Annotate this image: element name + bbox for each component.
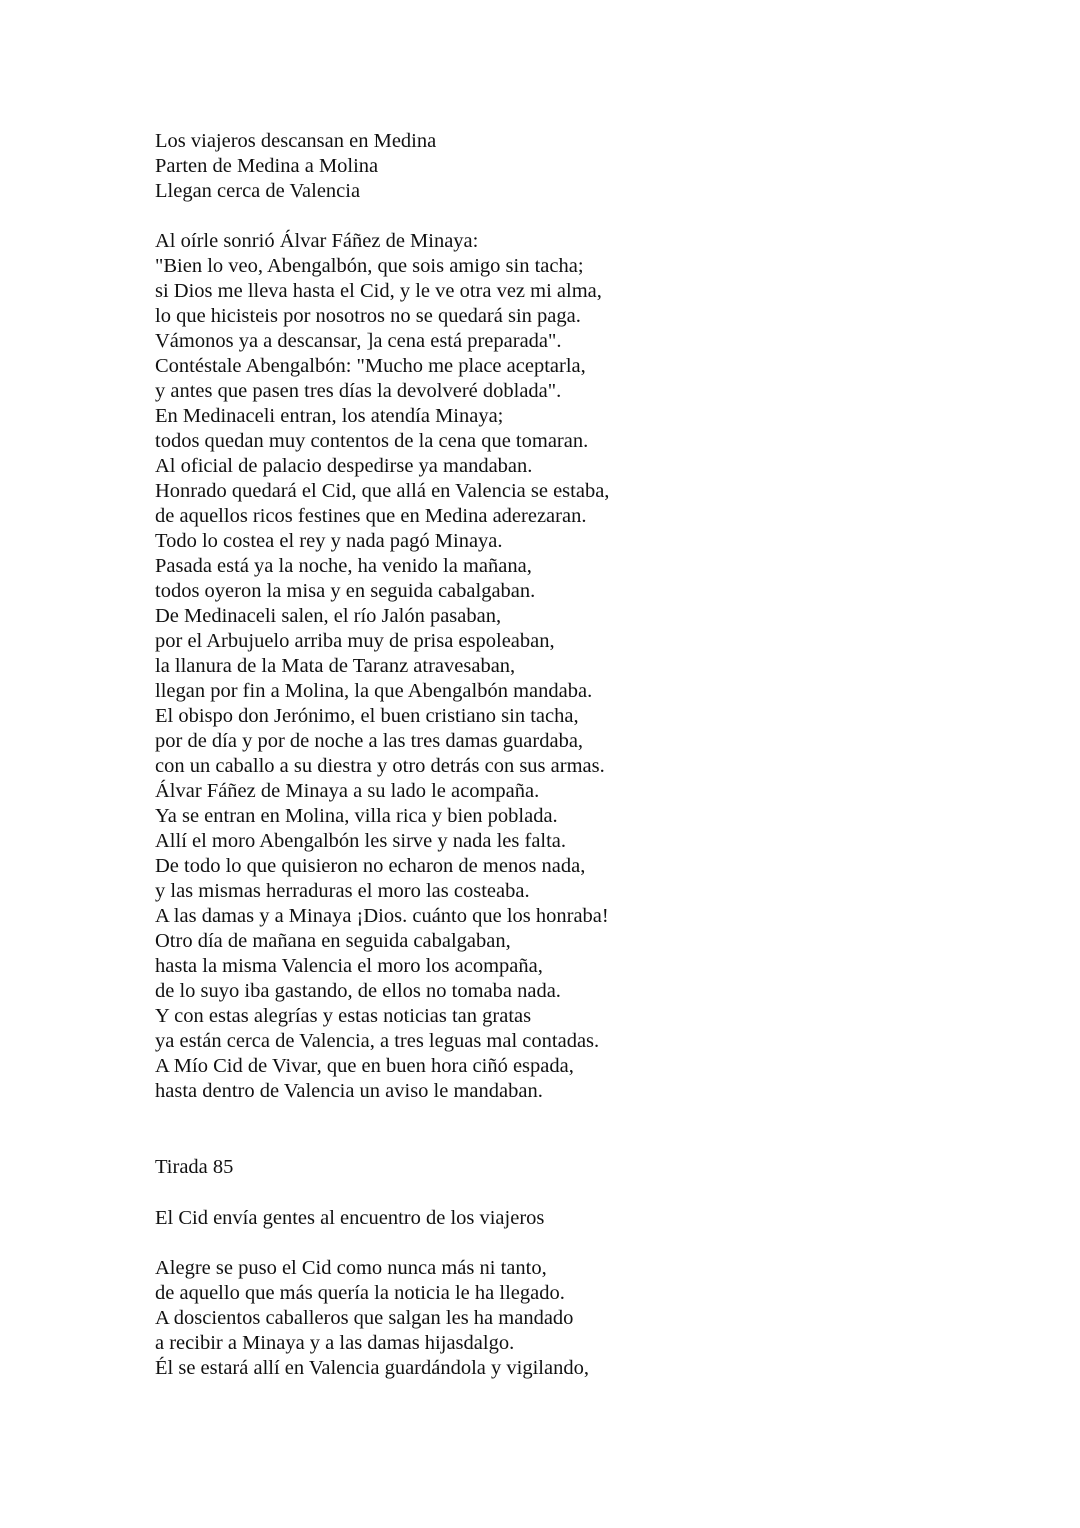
verse-block-2 [155,1256,1055,1381]
verse-line: con un caballo a su diestra y otro detrás con sus armas. [155,755,605,777]
tirada-heading [155,1155,1055,1180]
verse-line: por de día y por de noche a las tres damas guardaba, [155,730,584,752]
verse-line: por el Arbujuelo arriba muy de prisa espoleaban, [155,630,555,652]
verse-line: y antes que pasen tres días la devolveré doblada". [155,380,562,402]
verse-line: a recibir a Minaya y a las damas hijasdalgo. [155,1332,515,1354]
verse-line: De todo lo que quisieron no echaron de menos nada, [155,855,586,877]
verse-line: A Mío Cid de Vivar, que en buen hora ciñó espada, [155,1055,574,1077]
verse-line: Ya se entran en Molina, villa rica y bien poblada. [155,805,558,827]
verse-line: Honrado quedará el Cid, que allá en Valencia se estaba, [155,480,610,502]
verse-line: de aquellos ricos festines que en Medina aderezaran. [155,505,587,527]
verse-line: Y con estas alegrías y estas noticias tan gratas [155,1005,532,1027]
verse-line: hasta dentro de Valencia un aviso le mandaban. [155,1080,543,1102]
verse-line: El obispo don Jerónimo, el buen cristiano sin tacha, [155,705,579,727]
verse-line: A las damas y a Minaya ¡Dios. cuánto que los honraba! [155,905,609,927]
verse-line: Pasada está ya la noche, ha venido la mañana, [155,555,532,577]
verse-block-1 [155,229,1055,1104]
section-headings [155,129,1055,204]
verse-line: Álvar Fáñez de Minaya a su lado le acompaña. [155,780,540,802]
verse-line: Otro día de mañana en seguida cabalgaban, [155,930,511,952]
verse-line: Él se estará allí en Valencia guardándola y vigilando, [155,1357,589,1379]
verse-line: hasta la misma Valencia el moro los acompaña, [155,955,543,977]
tirada-subtitle: El Cid envía gentes al encuentro de los viajeros [155,1207,545,1229]
verse-line: Al oficial de palacio despedirse ya mandaban. [155,455,533,477]
verse-line: ya están cerca de Valencia, a tres leguas mal contadas. [155,1030,600,1052]
tirada-title: Tirada 85 [155,1156,234,1178]
verse-line: Alegre se puso el Cid como nunca más ni tanto, [155,1257,547,1279]
verse-line: llegan por fin a Molina, la que Abengalbón mandaba. [155,680,593,702]
verse-line: de aquello que más quería la noticia le ha llegado. [155,1282,565,1304]
tirada-subtitle-block [155,1206,1055,1231]
verse-line: la llanura de la Mata de Taranz atravesaban, [155,655,516,677]
verse-line: lo que hicisteis por nosotros no se quedará sin paga. [155,305,581,327]
verse-line: A doscientos caballeros que salgan les ha mandado [155,1307,574,1329]
section-heading: Parten de Medina a Molina [155,155,379,177]
verse-line: "Bien lo veo, Abengalbón, que sois amigo sin tacha; [155,255,584,277]
section-heading: Los viajeros descansan en Medina [155,130,437,152]
verse-line: todos quedan muy contentos de la cena que tomaran. [155,430,589,452]
verse-line: si Dios me lleva hasta el Cid, y le ve otra vez mi alma, [155,280,602,302]
verse-line: De Medinaceli salen, el río Jalón pasaban, [155,605,502,627]
verse-line: todos oyeron la misa y en seguida cabalgaban. [155,580,536,602]
verse-line: Allí el moro Abengalbón les sirve y nada les falta. [155,830,567,852]
verse-line: Contéstale Abengalbón: "Mucho me place aceptarla, [155,355,586,377]
verse-line: de lo suyo iba gastando, de ellos no tomaba nada. [155,980,561,1002]
section-heading: Llegan cerca de Valencia [155,180,361,202]
verse-line: Al oírle sonrió Álvar Fáñez de Minaya: [155,230,479,252]
verse-line: Todo lo costea el rey y nada pagó Minaya. [155,530,503,552]
verse-line: En Medinaceli entran, los atendía Minaya; [155,405,504,427]
verse-line: y las mismas herraduras el moro las costeaba. [155,880,530,902]
verse-line: Vámonos ya a descansar, ]a cena está preparada". [155,330,562,352]
